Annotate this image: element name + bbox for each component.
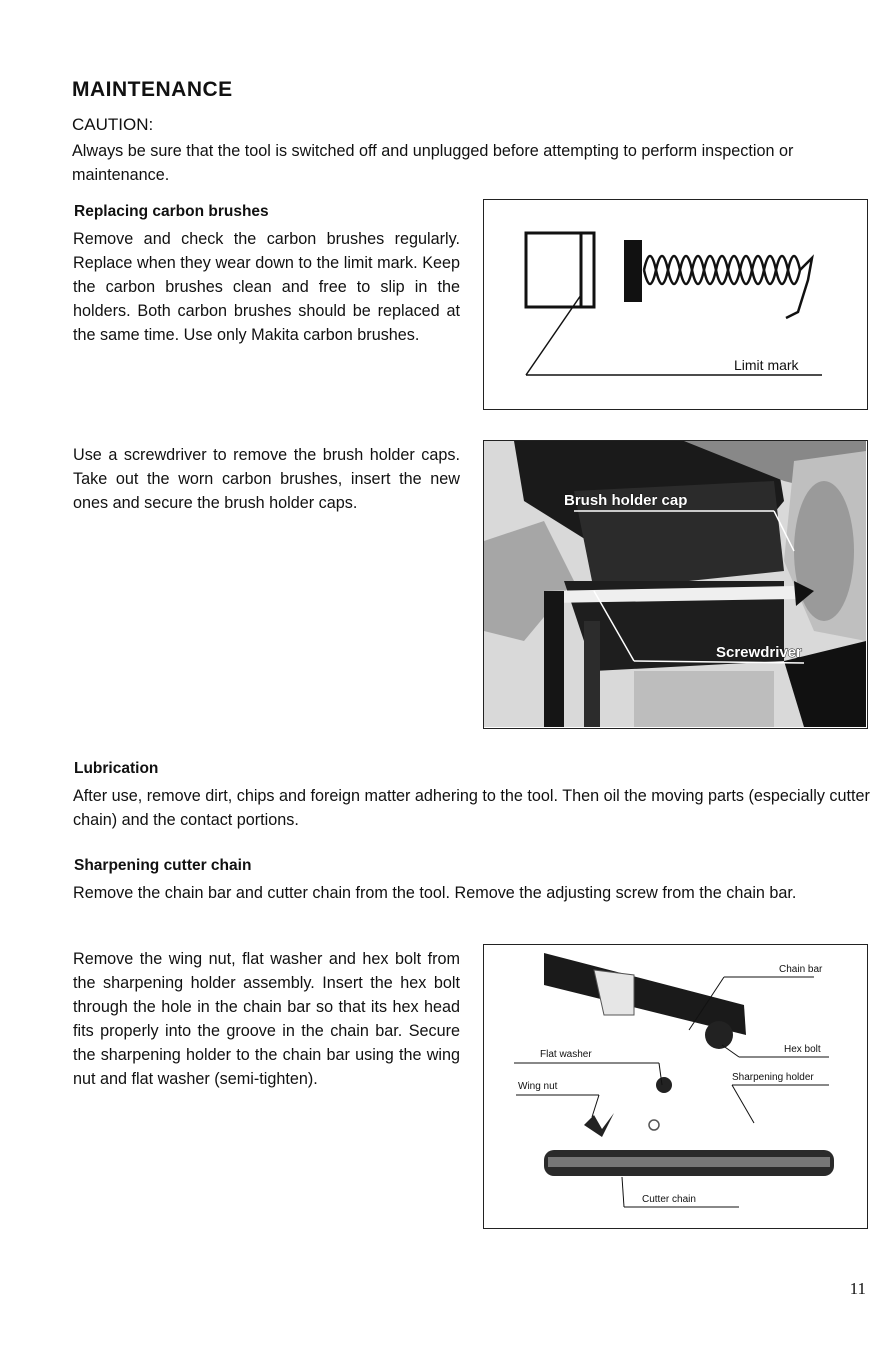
sharpening-holder-label: Sharpening holder — [732, 1072, 814, 1083]
caution-label: CAUTION: — [72, 115, 154, 134]
lubrication-text: After use, remove dirt, chips and foreign matter adhering to the tool. Then oil the moving parts (especially cutter chain) and the contact portions. — [73, 787, 870, 829]
flat-washer-label: Flat washer — [540, 1049, 592, 1060]
cutter-chain-icon — [544, 1150, 834, 1176]
hex-bolt-label: Hex bolt — [784, 1044, 821, 1055]
wing-nut-label: Wing nut — [518, 1081, 558, 1092]
brush-holder-text: Use a screwdriver to remove the brush holder caps. Take out the worn carbon brushes, insert the new ones and secure the brush holder caps. — [73, 446, 460, 512]
spring-icon — [644, 256, 812, 318]
carbon-brush-figure — [483, 199, 868, 410]
sharpening-diagram — [484, 945, 866, 1227]
lubrication-title: Lubrication — [74, 760, 159, 777]
page-title: MAINTENANCE — [72, 78, 233, 101]
chain-bar-label: Chain bar — [779, 964, 823, 975]
sharpening-text-2: Remove the wing nut, flat washer and hex bolt from the sharpening holder assembly. Insert the hex bolt through the hole in the chain bar so that its hex head fits properly into the groove in the chain bar. Secure the sharpening holder to the chain bar using the wing nut and flat washer (semi-tighten). — [73, 950, 460, 1088]
brush-holder-figure — [483, 440, 868, 729]
carbon-brushes-title: Replacing carbon brushes — [74, 203, 269, 220]
screwdriver-label: Screwdriver — [716, 644, 802, 661]
caution-text: Always be sure that the tool is switched off and unplugged before attempting to perform inspection or maintenance. — [72, 142, 794, 184]
cutter-chain-label: Cutter chain — [642, 1194, 696, 1205]
carbon-brushes-text: Remove and check the carbon brushes regularly. Replace when they wear down to the limit mark. Keep the carbon brushes clean and free to slip in the holders. Both carbon brushes should be replaced at the same time. Use only Makita carbon brushes. — [73, 230, 460, 344]
page-number: 11 — [849, 1279, 866, 1298]
brush-holder-cap-label: Brush holder cap — [564, 492, 688, 509]
brush-holder-photo — [484, 441, 866, 727]
sharpening-figure — [483, 944, 868, 1229]
carbon-brush-diagram — [484, 200, 866, 408]
sharpening-text-1: Remove the chain bar and cutter chain from the tool. Remove the adjusting screw from the chain bar. — [73, 884, 797, 902]
limit-mark-label: Limit mark — [734, 357, 799, 373]
sharpening-title: Sharpening cutter chain — [74, 857, 252, 874]
